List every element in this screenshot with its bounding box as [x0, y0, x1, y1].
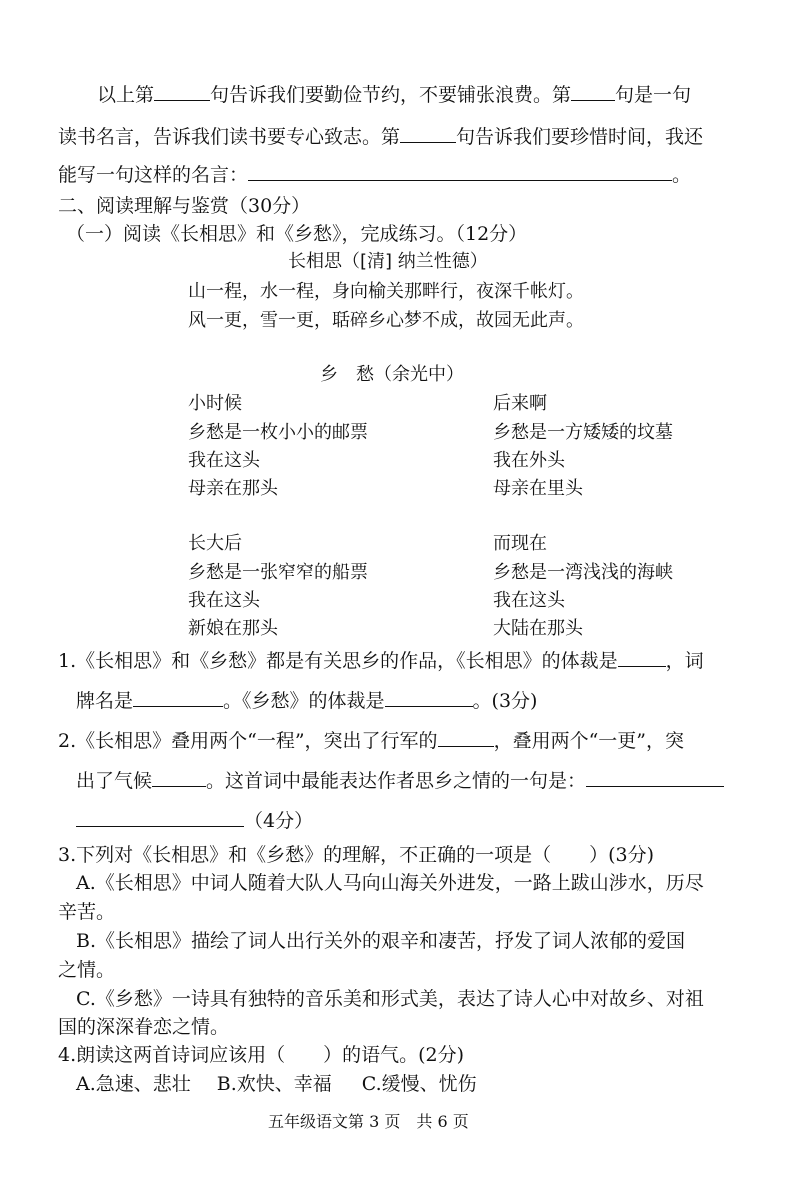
option-b[interactable]: B.欢快、幸福 [216, 1073, 332, 1095]
intro-line-3 [58, 162, 691, 188]
question-text: 。(3分) [472, 690, 538, 712]
answer-blank[interactable] [586, 768, 724, 787]
option-c-cont: 国的深深眷恋之情。 [58, 1016, 230, 1038]
question-1-line-1 [58, 648, 704, 674]
poem-line: 风一更，雪一更，聒碎乡心梦不成，故园无此声。 [188, 310, 584, 331]
intro-text: 句告诉我们要勤俭节约，不要铺张浪费。第 [210, 84, 572, 106]
option-a-cont: 辛苦。 [58, 901, 116, 923]
answer-blank[interactable] [133, 688, 223, 707]
poem-line: 母亲在那头 [188, 478, 278, 499]
section-heading: 二、阅读理解与鉴赏（30分） [58, 195, 311, 217]
subsection-heading: （一）阅读《长相思》和《乡愁》，完成练习。（12分） [66, 223, 528, 245]
poem-line: 后来啊 [493, 393, 547, 414]
answer-blank[interactable] [438, 728, 494, 747]
intro-text: 。 [672, 164, 692, 186]
answer-blank[interactable] [152, 768, 206, 787]
poem-line: 我在这头 [188, 590, 260, 611]
poem-line: 新娘在那头 [188, 618, 278, 639]
question-2-line-2 [76, 768, 724, 794]
question-1-line-2 [76, 688, 537, 714]
poem-line: 乡愁是一方矮矮的坟墓 [493, 422, 673, 443]
intro-line-2 [58, 124, 703, 150]
option-c[interactable]: C.《乡愁》一诗具有独特的音乐美和形式美，表达了诗人心中对故乡、对祖 [76, 988, 704, 1010]
answer-blank[interactable] [618, 648, 666, 667]
poem-title: 乡 愁（余光中） [320, 364, 464, 385]
option-a[interactable]: A.急速、悲壮 [76, 1073, 191, 1095]
answer-blank[interactable] [76, 808, 244, 827]
question-3-stem: 3.下列对《长相思》和《乡愁》的理解，不正确的一项是（ ）(3分) [58, 844, 655, 866]
question-text: （4分） [244, 810, 314, 832]
question-4-options [76, 1071, 477, 1097]
intro-text: 能写一句这样的名言： [58, 164, 249, 186]
option-b[interactable]: B.《长相思》描绘了词人出行关外的艰辛和凄苦，抒发了词人浓郁的爱国 [76, 930, 686, 952]
poem-line: 我在这头 [188, 450, 260, 471]
question-text: 。《乡愁》的体裁是 [223, 690, 385, 712]
answer-blank[interactable] [571, 82, 615, 101]
question-text: 牌名是 [76, 690, 134, 712]
question-text: ，词 [665, 650, 704, 672]
poem-line: 长大后 [188, 533, 242, 554]
option-c[interactable]: C.缓慢、忧伤 [361, 1073, 477, 1095]
question-text: 1.《长相思》和《乡愁》都是有关思乡的作品，《长相思》的体裁是 [58, 650, 618, 672]
intro-text: 句告诉我们要珍惜时间，我还 [456, 126, 704, 148]
poem-line: 而现在 [493, 533, 547, 554]
option-b-cont: 之情。 [58, 959, 116, 981]
option-a[interactable]: A.《长相思》中词人随着大队人马向山海关外进发，一路上跋山涉水，历尽 [76, 872, 704, 894]
intro-text: 读书名言，告诉我们读书要专心致志。第 [58, 126, 401, 148]
answer-blank[interactable] [248, 162, 672, 181]
question-text: 2.《长相思》叠用两个“一程”，突出了行军的 [58, 730, 438, 752]
poem-line: 大陆在那头 [493, 618, 583, 639]
intro-text: 以上第 [97, 84, 155, 106]
intro-line-1 [97, 82, 691, 108]
poem-line: 母亲在里头 [493, 478, 583, 499]
intro-text: 句是一句 [615, 84, 692, 106]
poem-line: 山一程，水一程，身向榆关那畔行，夜深千帐灯。 [188, 281, 584, 302]
answer-blank[interactable] [154, 82, 210, 101]
poem-line: 我在这头 [493, 590, 565, 611]
answer-blank[interactable] [400, 124, 456, 143]
page-footer: 五年级语文第 3 页 共 6 页 [268, 1112, 469, 1131]
poem-line: 乡愁是一张窄窄的船票 [188, 562, 368, 583]
question-text: 。这首词中最能表达作者思乡之情的一句是： [206, 770, 587, 792]
poem-line: 我在外头 [493, 450, 565, 471]
question-2-line-3 [76, 808, 313, 834]
question-text: ，叠用两个“一更”，突 [493, 730, 684, 752]
question-2-line-1 [58, 728, 684, 754]
answer-blank[interactable] [385, 688, 473, 707]
question-text: 出了气候 [76, 770, 153, 792]
poem-title: 长相思（[清] 纳兰性德） [288, 251, 488, 272]
question-4-stem: 4.朗读这两首诗词应该用（ ）的语气。(2分) [58, 1044, 465, 1066]
poem-line: 小时候 [188, 393, 242, 414]
poem-line: 乡愁是一湾浅浅的海峡 [493, 562, 673, 583]
poem-line: 乡愁是一枚小小的邮票 [188, 422, 368, 443]
